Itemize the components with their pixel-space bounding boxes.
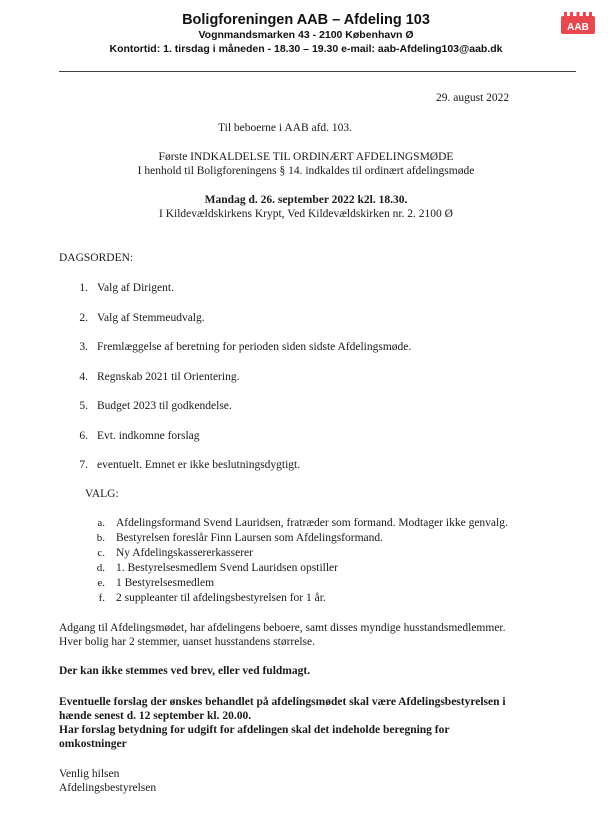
agenda-number: 6.: [79, 430, 88, 442]
notice-title: Første INDKALDELSE TIL ORDINÆRT AFDELINGSMØDE: [158, 151, 454, 163]
agenda-item: eventuelt. Emnet er ikke beslutningsdygtigt.: [97, 459, 301, 471]
agenda-number: 2.: [79, 312, 88, 324]
agenda-item: Valg af Dirigent.: [97, 282, 174, 294]
valg-item: Afdelingsformand Svend Lauridsen, fratræder som formand. Modtager ikke genvalg.: [116, 517, 508, 529]
valg-item: Bestyrelsen foreslår Finn Laursen som Afdelingsformand.: [116, 532, 383, 544]
agenda-item: Budget 2023 til godkendelse.: [97, 400, 232, 412]
closing-greeting: Venlig hilsen: [59, 768, 120, 780]
closing-signature: Afdelingsbestyrelsen: [59, 782, 157, 794]
notice-reference: I henhold til Boligforeningens § 14. indkaldes til ordinært afdelingsmøde: [137, 165, 475, 177]
access-paragraph: [59, 621, 599, 649]
closing: [59, 767, 599, 795]
proposals-line: Eventuelle forslag der ønskes behandlet på afdelingsmødet skal være Afdelingsbestyrelsen i: [59, 696, 506, 708]
agenda-number: 4.: [79, 371, 88, 383]
meeting-time: Mandag d. 26. september 2022 k2l. 18.30.: [204, 194, 408, 206]
agenda-number: 1.: [79, 282, 88, 294]
header-divider: [59, 71, 576, 72]
valg-item: 1 Bestyrelsesmedlem: [116, 577, 215, 589]
agenda-item: Valg af Stemmeudvalg.: [97, 312, 205, 324]
letter-date: 29. august 2022: [436, 92, 510, 104]
valg-letter: c.: [97, 547, 105, 559]
no-proxy-notice: Der kan ikke stemmes ved brev, eller ved fuldmagt.: [59, 665, 311, 677]
valg-letter: a.: [97, 517, 105, 529]
valg-letter: d.: [96, 562, 105, 574]
valg-letter: e.: [97, 577, 105, 589]
proposals-line: Har forslag betydning for udgift for afdelingen skal det indeholde beregning for: [59, 724, 450, 736]
agenda-number: 7.: [79, 459, 88, 471]
aab-logo-icon: [560, 11, 596, 35]
agenda-heading: DAGSORDEN:: [59, 252, 134, 264]
proposals-line: hænde senest d. 12 september kl. 20.00.: [59, 710, 252, 722]
proposals-paragraph: [59, 695, 599, 751]
valg-item: 2 suppleanter til afdelingsbestyrelsen for 1 år.: [116, 592, 326, 604]
valg-letter: f.: [98, 592, 105, 604]
valg-letter: b.: [96, 532, 105, 544]
agenda-number: 3.: [79, 341, 88, 353]
valg-item: Ny Afdelingskassererkasserer: [116, 547, 253, 559]
agenda-item: Regnskab 2021 til Orientering.: [97, 371, 240, 383]
recipient-line: Til beboerne i AAB afd. 103.: [218, 122, 353, 134]
agenda-item: Fremlæggelse af beretning for perioden siden sidste Afdelingsmøde.: [97, 341, 412, 353]
org-title: Boligforeningen AAB – Afdeling 103: [182, 12, 430, 28]
org-address: Vognmandsmarken 43 - 2100 København Ø: [198, 29, 414, 41]
meeting-location: I Kildevældskirkens Krypt, Ved Kildevældskirken nr. 2. 2100 Ø: [159, 208, 453, 220]
access-line: Adgang til Afdelingsmødet, har afdelingens beboere, samt disses myndige husstandsmedlemmer.: [59, 622, 506, 634]
agenda-item: Evt. indkomne forslag: [97, 430, 200, 442]
valg-item: 1. Bestyrelsesmedlem Svend Lauridsen opstiller: [116, 562, 338, 574]
office-hours: Kontortid: 1. tirsdag i måneden - 18.30 – 19.30 e-mail: aab-Afdeling103@aab.dk: [109, 43, 503, 55]
access-line: Hver bolig har 2 stemmer, uanset husstandens størrelse.: [59, 636, 315, 648]
proposals-line: omkostninger: [59, 738, 127, 750]
valg-heading: VALG:: [85, 488, 119, 500]
logo-text: AAB: [567, 22, 589, 33]
agenda-number: 5.: [79, 400, 88, 412]
